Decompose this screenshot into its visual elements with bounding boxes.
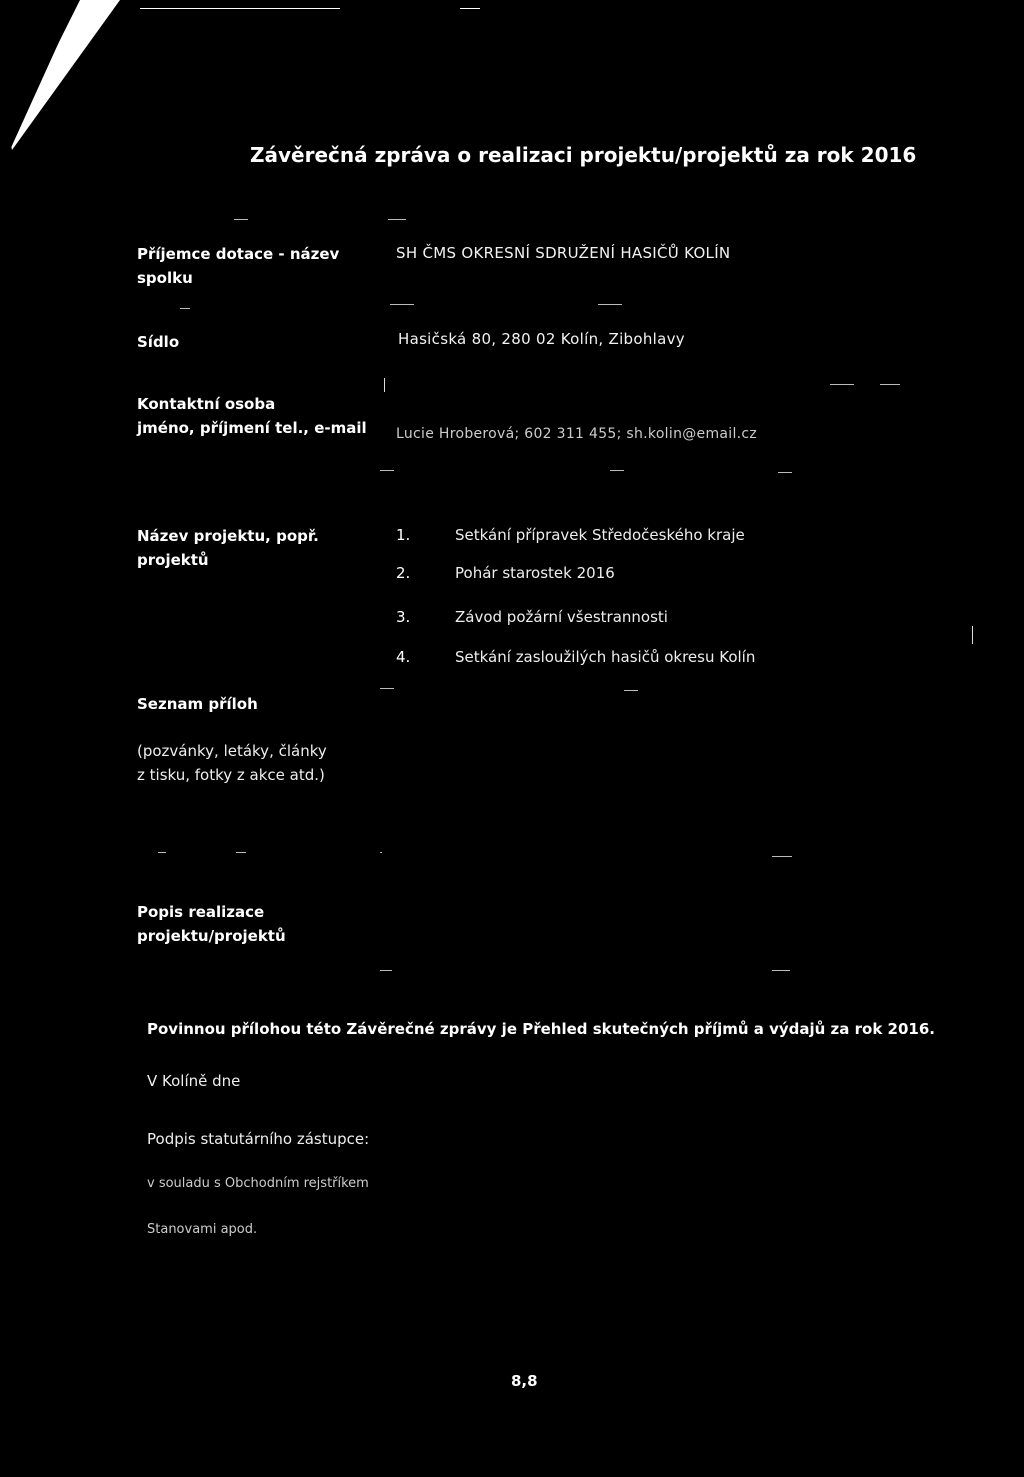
top-edge-line <box>460 8 480 9</box>
contact-value: Lucie Hroberová; 602 311 455; sh.kolin@email.cz <box>396 426 758 442</box>
document-title: Závěrečná zpráva o realizaci projektu/projektů za rok 2016 <box>250 143 917 167</box>
divider <box>234 219 248 220</box>
divider <box>972 626 973 644</box>
attachments-hint-line2: z tisku, fotky z akce atd.) <box>137 766 325 784</box>
description-label-line2: projektu/projektů <box>137 927 286 945</box>
page-corner-shape <box>0 0 120 160</box>
top-edge-line <box>140 8 340 9</box>
seat-value: Hasičská 80, 280 02 Kolín, Zibohlavy <box>398 330 685 348</box>
divider <box>236 852 246 853</box>
divider <box>778 472 792 473</box>
divider <box>390 304 414 305</box>
project-name: Závod požární všestrannosti <box>455 608 668 626</box>
contact-label-line1: Kontaktní osoba <box>137 395 276 413</box>
divider <box>158 852 166 853</box>
projects-label-line1: Název projektu, popř. <box>137 527 319 545</box>
signature-line1: Podpis statutárního zástupce: <box>147 1130 370 1148</box>
projects-label-line2: projektů <box>137 551 209 569</box>
project-name: Setkání přípravek Středočeského kraje <box>455 526 745 544</box>
divider <box>380 852 382 853</box>
seat-label: Sídlo <box>137 333 180 351</box>
place-date: V Kolíně dne <box>147 1072 241 1090</box>
divider <box>388 219 406 220</box>
project-number: 4. <box>396 648 411 666</box>
recipient-label-line1: Příjemce dotace - název <box>137 245 340 263</box>
project-number: 3. <box>396 608 411 626</box>
divider <box>380 970 392 971</box>
divider <box>380 470 394 471</box>
attachments-label: Seznam příloh <box>137 695 258 713</box>
divider <box>380 688 394 689</box>
divider <box>772 970 790 971</box>
project-name: Setkání zasloužilých hasičů okresu Kolín <box>455 648 756 666</box>
page-number: 8,8 <box>511 1372 538 1390</box>
divider <box>880 384 900 385</box>
divider <box>598 304 622 305</box>
project-number: 2. <box>396 564 411 582</box>
signature-line2: v souladu s Obchodním rejstříkem <box>147 1176 369 1191</box>
contact-label-line2: jméno, příjmení tel., e-mail <box>137 419 367 437</box>
description-label-line1: Popis realizace <box>137 903 265 921</box>
project-name: Pohár starostek 2016 <box>455 564 615 582</box>
project-number: 1. <box>396 526 411 544</box>
recipient-label-line2: spolku <box>137 269 193 287</box>
divider <box>180 308 190 309</box>
divider <box>624 690 638 691</box>
mandatory-attachment-note: Povinnou přílohou této Závěrečné zprávy je Přehled skutečných příjmů a výdajů za rok 2016. <box>147 1020 935 1038</box>
recipient-value: SH ČMS OKRESNÍ SDRUŽENÍ HASIČŮ KOLÍN <box>396 244 731 262</box>
signature-line3: Stanovami apod. <box>147 1222 258 1237</box>
divider <box>830 384 854 385</box>
attachments-hint-line1: (pozvánky, letáky, články <box>137 742 327 760</box>
divider <box>772 856 792 857</box>
divider <box>610 470 624 471</box>
divider <box>384 378 385 392</box>
